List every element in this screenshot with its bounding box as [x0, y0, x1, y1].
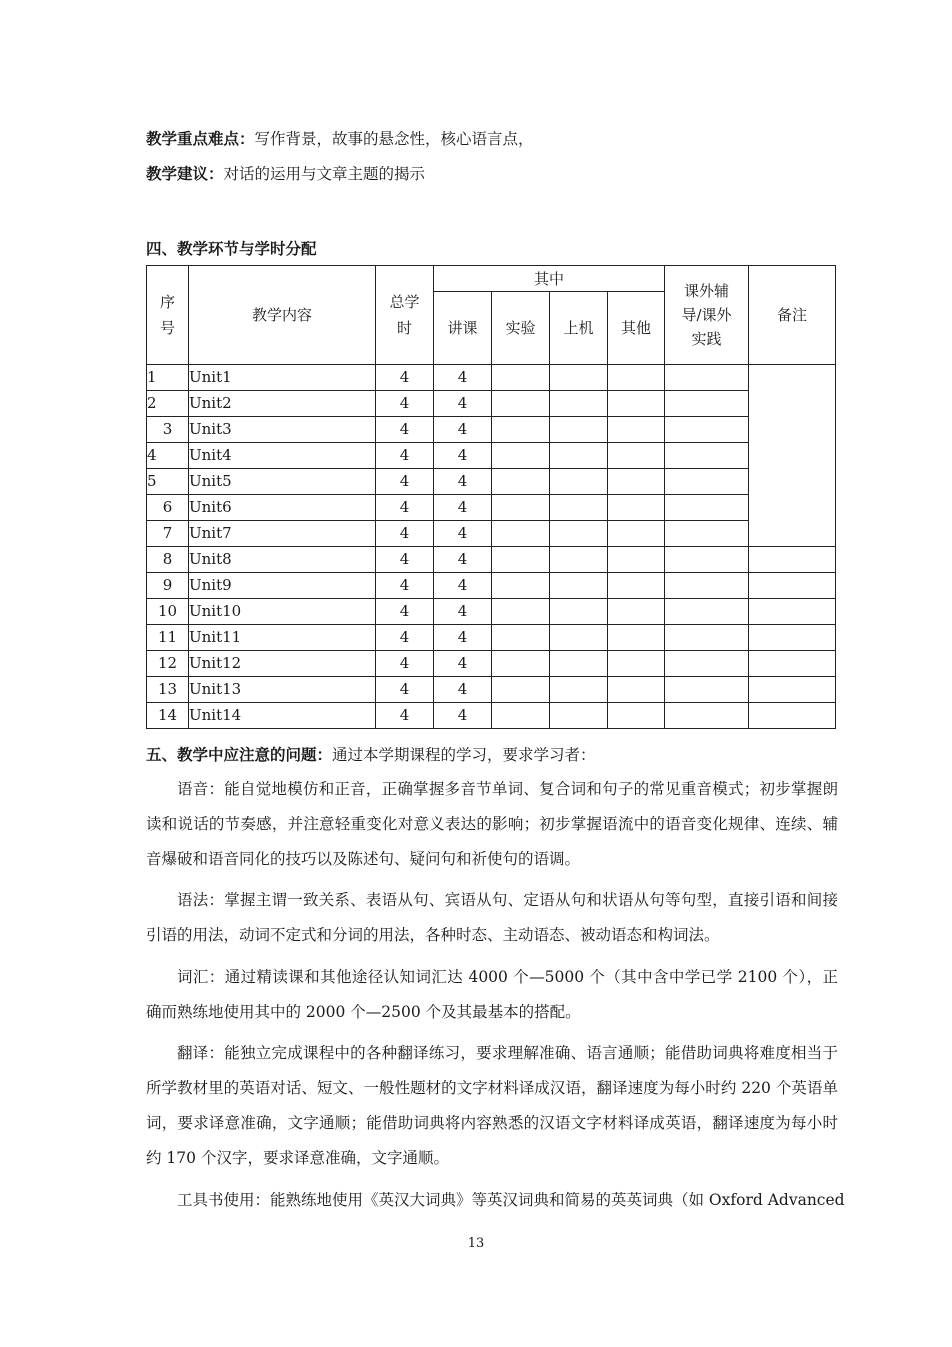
- header-remark: 备注: [749, 266, 836, 365]
- paragraph-vocabulary: 词汇：通过精读课和其他途径认知词汇达 4000 个—5000 个（其中含中学已学 2100 个），正确而熟练地使用其中的 2000 个—2500 个及其最基本的搭配。: [146, 968, 838, 1021]
- table-row: 12 Unit12 4 4: [147, 651, 836, 677]
- table-row: 2 Unit2 4 4: [147, 391, 836, 417]
- remark-merged-cell: [749, 365, 836, 547]
- header-extra: 课外辅导/课外实践: [665, 266, 749, 365]
- paragraph-phonetics: 语音：能自觉地模仿和正音，正确掌握多音节单词、复合词和句子的常见重音模式；初步掌握朗读和说话的节奏感，并注意轻重变化对意义表达的影响；初步掌握语流中的语音变化规律、连续、辅音爆破和语音同化的技巧以及陈述句、疑问句和祈使句的语调。: [146, 780, 838, 868]
- paragraph-reference-books: 工具书使用：能熟练地使用《英汉大词典》等英汉词典和简易的英英词典（如 Oxford Advanced: [177, 1191, 845, 1209]
- header-among: 其中: [434, 266, 665, 292]
- table-row: 13 Unit13 4 4: [147, 677, 836, 703]
- table-row: 10 Unit10 4 4: [147, 599, 836, 625]
- table-row: 9 Unit9 4 4: [147, 573, 836, 599]
- table-row: 3 Unit3 4 4: [147, 417, 836, 443]
- table-row: 8 Unit8 4 4: [147, 547, 836, 573]
- teaching-focus-label: 教学重点难点：: [146, 129, 255, 148]
- table-row: 5 Unit5 4 4: [147, 469, 836, 495]
- teaching-suggestion-line: [146, 162, 425, 184]
- teaching-suggestion-label: 教学建议：: [146, 164, 224, 183]
- header-total: 总学时: [376, 266, 434, 365]
- table-row: 1 Unit1 4 4: [147, 365, 836, 391]
- header-experiment: 实验: [492, 292, 550, 365]
- teaching-suggestion-text: 对话的运用与文章主题的揭示: [223, 165, 426, 183]
- section4-heading: 四、教学环节与学时分配: [146, 239, 317, 258]
- header-lecture: 讲课: [434, 292, 492, 365]
- table-row: 6 Unit6 4 4: [147, 495, 836, 521]
- paragraph-translation: 翻译：能独立完成课程中的各种翻译练习，要求理解准确、语言通顺；能借助词典将难度相当于所学教材里的英语对话、短文、一般性题材的文字材料译成汉语，翻译速度为每小时约 220 个英语单词，要求译意准确，文字通顺；能借助词典将内容熟悉的汉语文字材料译成英语，翻译速度为每小时约 170 个汉字，要求译意准确，文字通顺。: [146, 1044, 838, 1167]
- section5-intro: 通过本学期课程的学习，要求学习者：: [332, 746, 596, 764]
- table-row: 4 Unit4 4 4: [147, 443, 836, 469]
- section5-heading: 五、教学中应注意的问题：: [146, 745, 333, 764]
- page-number: 13: [467, 1236, 485, 1251]
- header-seq: 序号: [147, 266, 189, 365]
- section5-heading-line: [146, 743, 596, 765]
- table-row: 7 Unit7 4 4: [147, 521, 836, 547]
- header-computer: 上机: [550, 292, 608, 365]
- table-row: 14 Unit14 4 4: [147, 703, 836, 729]
- teaching-focus-line: [146, 127, 534, 149]
- table-row: 11 Unit11 4 4: [147, 625, 836, 651]
- teaching-focus-text: 写作背景，故事的悬念性，核心语言点，: [254, 130, 534, 148]
- header-other: 其他: [608, 292, 665, 365]
- paragraph-grammar: 语法：掌握主谓一致关系、表语从句、宾语从句、定语从句和状语从句等句型，直接引语和间接引语的用法，动词不定式和分词的用法，各种时态、主动语态、被动语态和构词法。: [146, 891, 838, 944]
- hours-table: [146, 265, 836, 729]
- header-content: 教学内容: [189, 266, 376, 365]
